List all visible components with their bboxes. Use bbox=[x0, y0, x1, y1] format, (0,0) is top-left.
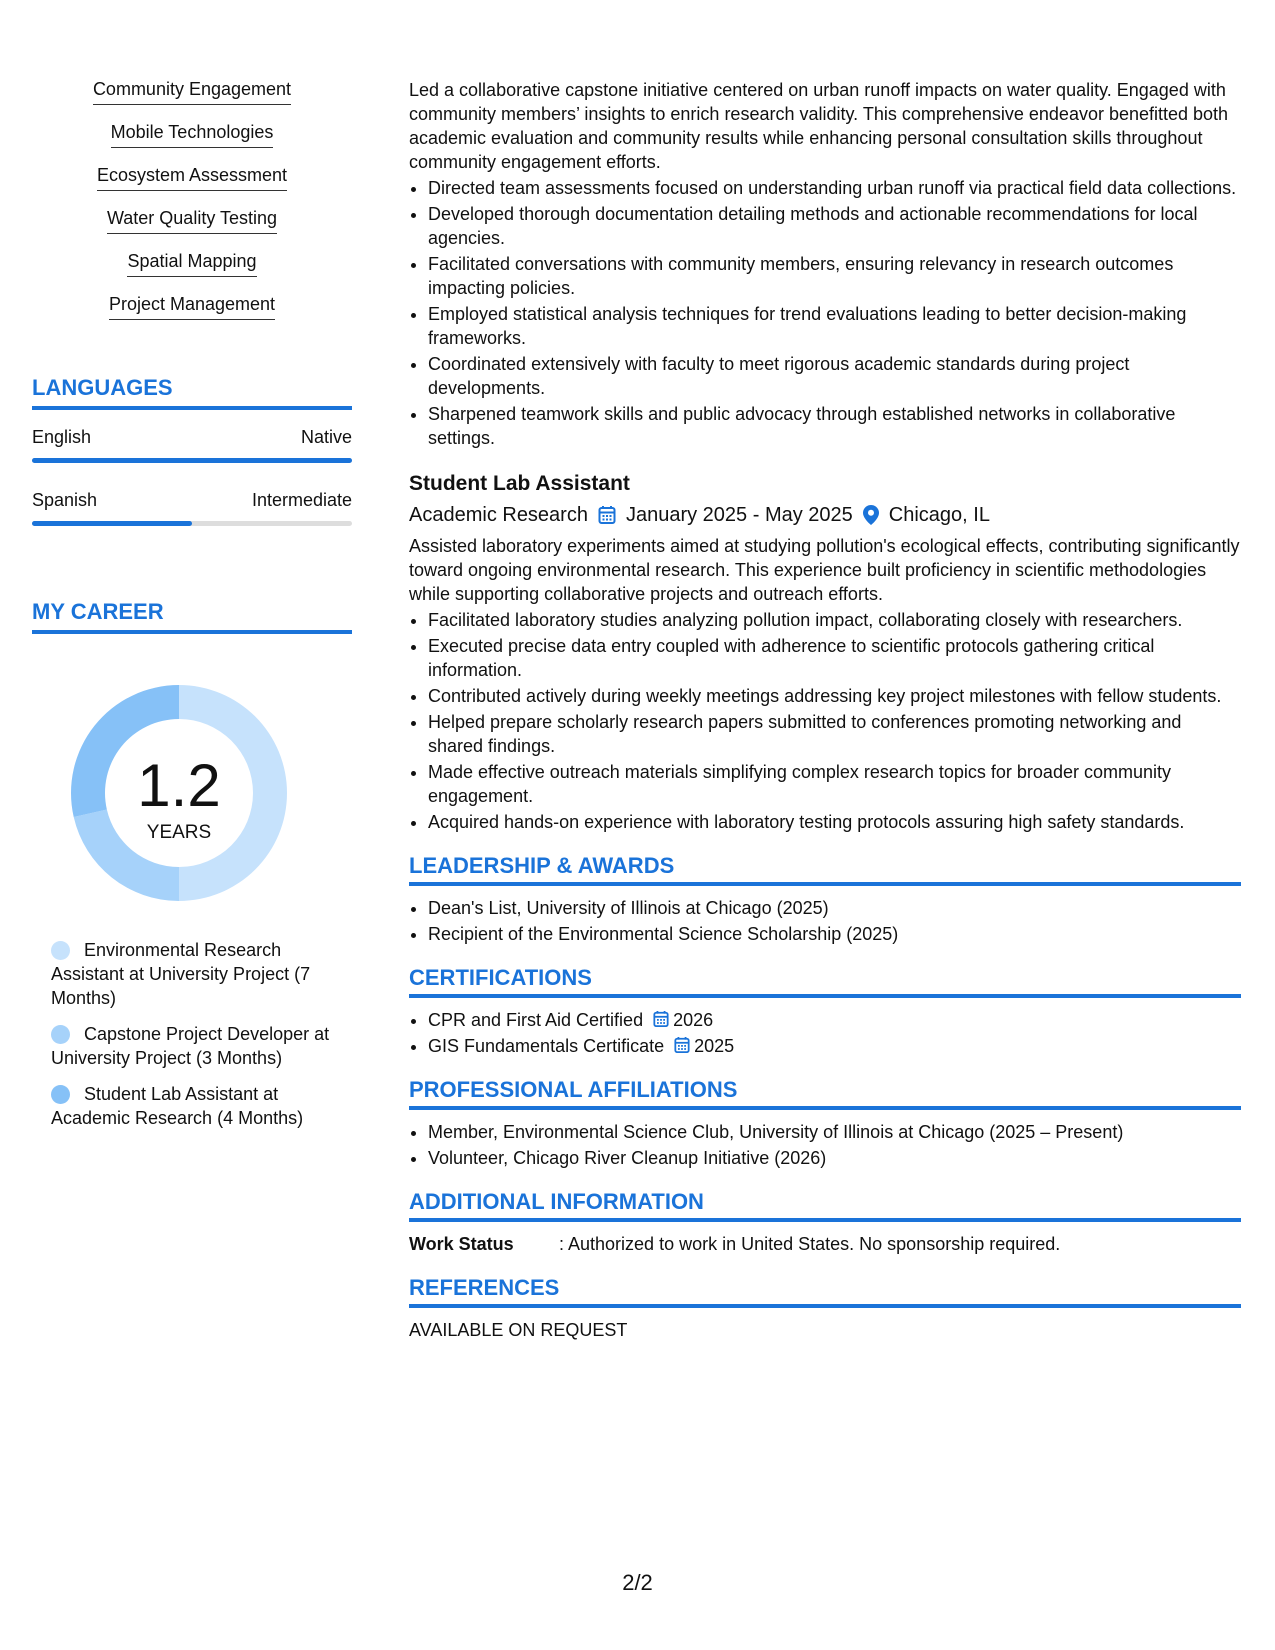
affiliations-heading: PROFESSIONAL AFFILIATIONS bbox=[409, 1076, 1241, 1110]
list-item: • Member, Environmental Science Club, University of Illinois at Chicago (2025 – Present) bbox=[428, 1120, 1241, 1144]
legend-dot bbox=[51, 1025, 70, 1044]
career-legend-label: Capstone Project Developer at University Project (3 Months) bbox=[51, 1024, 330, 1068]
leadership-list bbox=[409, 896, 1241, 946]
certifications-heading: CERTIFICATIONS bbox=[409, 964, 1241, 998]
career-heading: MY CAREER bbox=[32, 598, 352, 634]
language-bar bbox=[32, 521, 352, 526]
skill-item: Ecosystem Assessment bbox=[97, 164, 287, 191]
list-item: • Made effective outreach materials simplifying complex research topics for broader community engagement. bbox=[428, 760, 1241, 808]
language-english bbox=[32, 426, 352, 463]
skill-item: Spatial Mapping bbox=[127, 250, 256, 277]
legend-dot bbox=[51, 1085, 70, 1104]
list-item: • Employed statistical analysis techniques for trend evaluations leading to better decision-making frameworks. bbox=[428, 302, 1241, 350]
list-item: • Recipient of the Environmental Science Scholarship (2025) bbox=[428, 922, 1241, 946]
work-status-row bbox=[409, 1232, 1241, 1256]
list-item: • Helped prepare scholarly research papers submitted to conferences promoting networking and shared findings. bbox=[428, 710, 1241, 758]
language-level: Intermediate bbox=[251, 490, 352, 510]
career-donut bbox=[64, 678, 294, 908]
page-number: 2/2 bbox=[622, 1570, 653, 1595]
work-status-label: Work Status bbox=[409, 1234, 514, 1254]
career-unit: YEARS bbox=[146, 822, 212, 843]
certifications-list bbox=[409, 1008, 1241, 1058]
list-item bbox=[428, 1008, 1241, 1032]
list-item bbox=[428, 1034, 1241, 1058]
calendar-icon bbox=[653, 1010, 669, 1028]
career-legend-item bbox=[51, 1082, 336, 1130]
affiliations-list bbox=[409, 1120, 1241, 1170]
job-bullets bbox=[409, 608, 1241, 834]
skill-item: Water Quality Testing bbox=[107, 207, 277, 234]
career-legend bbox=[32, 938, 352, 1130]
career-legend-label: Student Lab Assistant at Academic Research (4 Months) bbox=[51, 1084, 304, 1128]
calendar-icon bbox=[598, 505, 616, 525]
job-title: Student Lab Assistant bbox=[409, 472, 630, 495]
job-dates: January 2025 - May 2025 bbox=[625, 504, 853, 526]
language-name: English bbox=[32, 427, 92, 447]
list-item: • Directed team assessments focused on understanding urban runoff via practical field data collections. bbox=[428, 176, 1241, 200]
job-meta bbox=[409, 502, 1241, 528]
work-status-value: : Authorized to work in United States. No sponsorship required. bbox=[559, 1234, 1061, 1254]
job-location: Chicago, IL bbox=[888, 504, 990, 526]
cert-name: CPR and First Aid Certified bbox=[428, 1010, 644, 1030]
language-bar-fill bbox=[32, 521, 192, 526]
main-content bbox=[409, 78, 1241, 1342]
career-legend-item bbox=[51, 1022, 336, 1070]
list-item: • Developed thorough documentation detailing methods and actionable recommendations for local agencies. bbox=[428, 202, 1241, 250]
career-legend-label: Environmental Research Assistant at University Project (7 Months) bbox=[51, 940, 311, 1008]
leadership-heading: LEADERSHIP & AWARDS bbox=[409, 852, 1241, 886]
skill-item: Project Management bbox=[109, 293, 275, 320]
sidebar bbox=[32, 78, 352, 1142]
skills-list bbox=[32, 78, 352, 336]
list-item: • Facilitated conversations with community members, ensuring relevancy in research outcomes impacting policies. bbox=[428, 252, 1241, 300]
skill-item: Mobile Technologies bbox=[111, 121, 274, 148]
languages-heading: LANGUAGES bbox=[32, 374, 352, 410]
list-item: • Dean's List, University of Illinois at Chicago (2025) bbox=[428, 896, 1241, 920]
cert-year: 2025 bbox=[694, 1036, 735, 1056]
additional-heading: ADDITIONAL INFORMATION bbox=[409, 1188, 1241, 1222]
cert-year: 2026 bbox=[673, 1010, 714, 1030]
list-item: • Coordinated extensively with faculty to meet rigorous academic standards during project developments. bbox=[428, 352, 1241, 400]
legend-dot bbox=[51, 941, 70, 960]
list-item: • Sharpened teamwork skills and public advocacy through established networks in collaborative settings. bbox=[428, 402, 1241, 450]
list-item: • Executed precise data entry coupled with adherence to scientific protocols gathering critical information. bbox=[428, 634, 1241, 682]
career-total: 1.2 bbox=[137, 752, 221, 819]
job-summary: Assisted laboratory experiments aimed at studying pollution's ecological effects, contributing significantly toward ongoing environmental research. This experience built proficiency in scientific methodologies while supporting collaborative projects and outreach efforts. bbox=[409, 536, 1240, 604]
career-legend-item bbox=[51, 938, 336, 1010]
references-heading: REFERENCES bbox=[409, 1274, 1241, 1308]
language-name: Spanish bbox=[32, 490, 98, 510]
language-spanish bbox=[32, 489, 352, 526]
list-item: • Facilitated laboratory studies analyzing pollution impact, collaborating closely with researchers. bbox=[428, 608, 1241, 632]
calendar-icon bbox=[674, 1036, 690, 1054]
job-org: Academic Research bbox=[409, 504, 588, 526]
location-pin-icon bbox=[863, 505, 879, 525]
list-item: • Contributed actively during weekly meetings addressing key project milestones with fellow students. bbox=[428, 684, 1241, 708]
experience-intro: Led a collaborative capstone initiative centered on urban runoff impacts on water quality. Engaged with community members’ insights to enrich research validity. This comprehensive endeavor benefitted both academic evaluation and community results while enhancing personal consultation skills throughout community engagement efforts. bbox=[409, 80, 1229, 172]
skill-item: Community Engagement bbox=[93, 78, 291, 105]
cert-name: GIS Fundamentals Certificate bbox=[428, 1036, 665, 1056]
language-bar bbox=[32, 458, 352, 463]
language-level: Native bbox=[300, 427, 352, 447]
references-text: AVAILABLE ON REQUEST bbox=[409, 1320, 628, 1340]
language-bar-fill bbox=[32, 458, 352, 463]
list-item: • Acquired hands-on experience with laboratory testing protocols assuring high safety standards. bbox=[428, 810, 1241, 834]
list-item: • Volunteer, Chicago River Cleanup Initiative (2026) bbox=[428, 1146, 1241, 1170]
experience-intro-bullets bbox=[409, 176, 1241, 450]
